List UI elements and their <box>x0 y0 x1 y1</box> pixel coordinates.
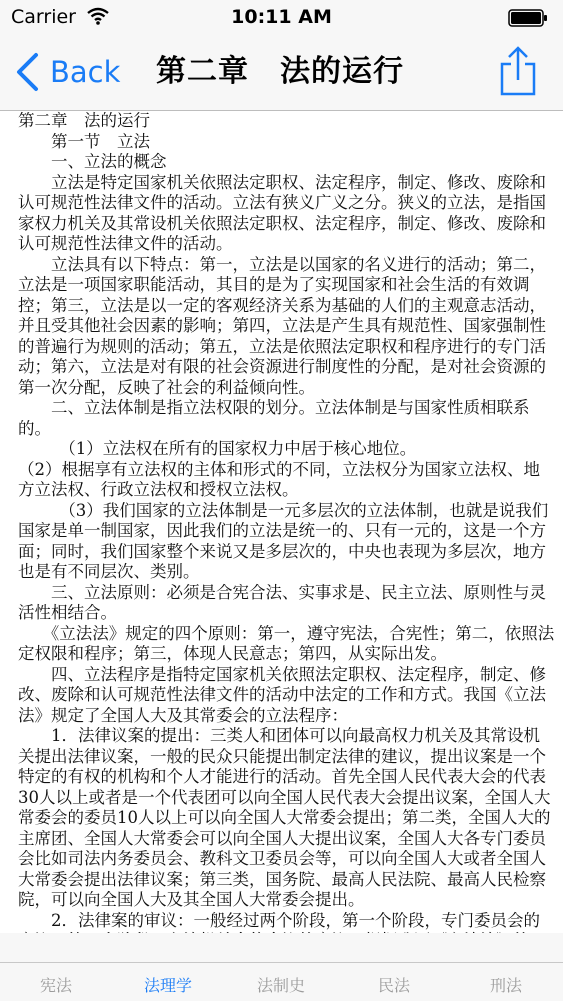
chapter-heading: 第二章 法的运行 <box>18 111 150 130</box>
tab-bar <box>0 962 563 1001</box>
tab-constitution[interactable]: 宪法 <box>39 976 72 995</box>
paragraph: 二、立法体制是指立法权限的划分。立法体制是与国家性质相联系的。 <box>18 398 530 438</box>
tab-bar-background <box>0 933 563 962</box>
paragraph: 立法具有以下特点：第一，立法是以国家的名义进行的活动；第二，立法是一项国家职能活动，其目的是为了实现国家和社会生活的有效调控；第三，立法是以一定的客观经济关系为基础的人们的主观意志活动，并且受其他社会因素的影响；第四，立法是产生具有规范性、国家强制性的普遍行为规则的活动；第五，立法是依照法定职权和程序进行的专门活动；第六，立法是对有限的社会资源进行制度性的分配，是对社会资源的第一次分配，反映了社会的利益倾向性。 <box>18 254 546 397</box>
carrier-label: Carrier <box>11 6 76 28</box>
tab-jurisprudence[interactable]: 法理学 <box>143 976 192 995</box>
status-bar <box>0 0 563 36</box>
chevron-left-icon <box>14 52 40 92</box>
back-button[interactable] <box>14 50 120 94</box>
battery-icon <box>508 9 548 27</box>
paragraph: 三、立法原则：必须是合宪合法、实事求是、民主立法、原则性与灵活性相结合。 <box>18 582 546 622</box>
tab-legal-history[interactable]: 法制史 <box>256 976 305 995</box>
clock: 10:11 AM <box>231 6 332 28</box>
paragraph: 四、立法程序是指特定国家机关依照法定职权、法定程序，制定、修改、废除和认可规范性法律文件的活动中法定的工作和方式。我国《立法法》规定了全国人大及其常委会的立法程序： <box>18 664 546 725</box>
back-label: Back <box>50 55 121 89</box>
document-view[interactable] <box>0 111 563 933</box>
tab-criminal-law[interactable]: 刑法 <box>489 976 522 995</box>
navigation-bar <box>0 36 563 111</box>
subsection-heading: 一、立法的概念 <box>18 152 167 171</box>
share-icon[interactable] <box>498 46 538 98</box>
paragraph: （3）我们国家的立法体制是一元多层次的立法体制，也就是说我们国家是单一制国家，因此我们的立法是统一的、只有一元的，这是一个方面；同时，我们国家整个来说又是多层次的，中央也表现为多层次，地方也是有不同层次、类别。 <box>18 500 549 581</box>
paragraph: 2．法律案的审议：一般经过两个阶段，第一个阶段，专门委员会的 <box>51 910 540 930</box>
paragraph: 1．法律议案的提出：三类人和团体可以向最高权力机关及其常设机关提出法律议案，一般的民众只能提出制定法律的建议，提出议案是一个特定的有权的机构和个人才能进行的活动。首先全国人民代表大会的代表30人以上或者是一个代表团可以向全国人民代表大会提出议案，全国人大常委会的委员10人以上可以向全国人大常委会提出；第二类，全国人大的主席团、全国人大常委会可以向全国人大提出议案，全国人大各专门委员会比如司法内务委员会、教科文卫委员会等，可以向全国人大或者全国人大常委会提出法律议案；第三类，国务院、最高人民法院、最高人民检察院，可以向全国人大及其全国人大常委会提出。 <box>18 726 551 909</box>
paragraph: 《立法法》规定的四个原则：第一，遵守宪法，合宪性；第二，依照法定权限和程序；第三，体现人民意志；第四，从实际出发。 <box>18 623 555 663</box>
paragraph: 立法是特定国家机关依照法定职权、法定程序，制定、修改、废除和认可规范性法律文件的活动。立法有狭义广义之分。狭义的立法，是指国家权力机关及其常设机关依照法定职权、法定程序，制定、修改、废除和认可规范性法律文件的活动。 <box>18 172 546 253</box>
page-title: 第二章 法的运行 <box>156 54 404 89</box>
document-text <box>18 111 556 952</box>
tab-civil-law[interactable]: 民法 <box>377 976 410 995</box>
paragraph: （2）根据享有立法权的主体和形式的不同，立法权分为国家立法权、地方立法权、行政立法权和授权立法权。 <box>18 459 540 499</box>
section-heading: 第一节 立法 <box>18 131 150 151</box>
paragraph: （1）立法权在所有的国家权力中居于核心地位。 <box>18 439 417 458</box>
